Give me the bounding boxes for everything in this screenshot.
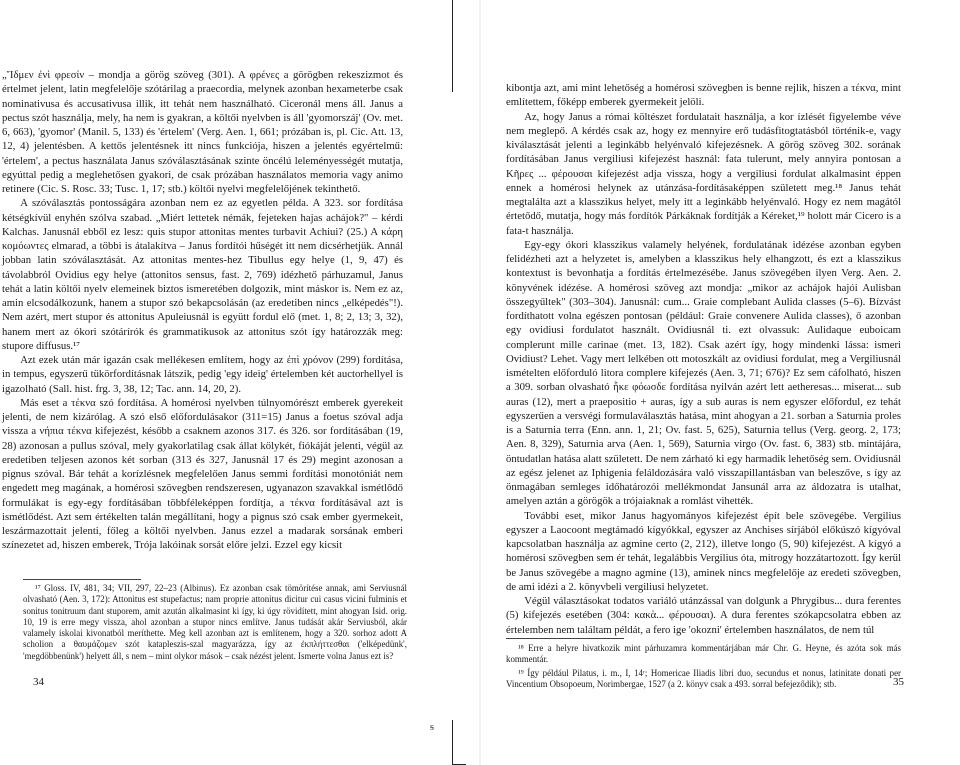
paragraph: Azt ezek után már igazán csak mellékesen említem, hogy az ἐπὶ χρόνον (299) fordítása, in tempus, egyszerű tükörfordításnak látszik, pedig 'egy ideig' értelemben két auctorhellyel is igazolható (Sall. hist. frg. 3, 38, 12; Tac. ann. 14, 20, 2).: [2, 354, 403, 395]
footnote-rule: [506, 638, 624, 639]
paragraph: Végül választásokat todatos variáló utánzással van dolgunk a Phrygibus... dura ferentes (5) kifejezés esetében (304: κακὰ... φέρουσαι). A dura ferentes szókapcsolatra ebben az értelemben nem találtam példát, a fero ige 'okozni' értelemben használatos, de nem túl: [506, 595, 901, 636]
page-number: 35: [893, 676, 904, 688]
paragraph: A szóválasztás pontosságára azonban nem ez az egyetlen példa. A 323. sor fordítása kétségkívül enyhén szólva szabad. „Miért lettetek némák, fejeteken hajas achájok?" – kérdi Kalchas. Janusnál ebből ez lesz: quis stupor attonitas mentes turbavit Achiui? (25.) A κάρη κομόωντες elmarad, a többi is átalakítva – Janus fordítói hűségét itt nem dicsérhetjük. Annál jobban latin szóválasztását. Az attonitas mentes-hez Tibullus egy helye (1, 9, 47) és távolabbról Ovidius egy helye (attonitos sensus, fast. 2, 769) idézhető párhuzamul, Janus tehát a latin költői nyelv elemeinek biztos ismeretében dolgozik, mint máskor is. Nem ez az, amin elcsodálkozunk, hanem a stupor szó bekapcsolásán (az eredetiben nincs „elképedés"!). Nem azért, mert stupor és attonitus Apuleiusnál is együtt fordul elő (met. 1, 8; 2, 13; 3, 32), hanem mert az ókori szótárírók és grammatikusok az attonitus szót így határozzák meg: stupore diffusus.¹⁷: [2, 197, 403, 352]
paragraph: kibontja azt, ami mint lehetőség a homérosi szövegben is benne rejlik, hiszen a τέκνα, mint említettem, főképp emberek gyermekeit jelöli.: [506, 82, 901, 109]
paragraph: További eset, mikor Janus hagyományos kifejezést épít bele szövegébe. Vergilius egyszer a Laocoont megtámadó kígyókkal, egyszer az Anchises sírjából előkúszó kígyóval kapcsolatban használja az agmine certo (2, 212), illetve longo (5, 90) kifejezést. A kígyó a homérosi szövegben sem ér tehát, legalábbis Vergilius óta, mitrogy hozzátartozott. Így kerül be Janus szövegébe a magno agmine (13), aminek nincs megfelelője az eredeti szövegben, de ami idézi a 2. könyvbeli vergiliusi helyzetet.: [506, 509, 901, 593]
ink-mark: ᵴ: [430, 722, 434, 733]
footnote-rule: [23, 579, 141, 580]
paragraph: Más eset a τέκνα szó fordítása. A homérosi nyelvben túlnyomórészt emberek gyerekeit jelenti, de nem kizárólag. A szó első előfordulásakor (311=15) Janus a foetus szóval adja vissza a νήπια τέκνα kifejezést, később a csaknem azonos 317. és 326. sor fordításában (19, 28) azonosan a pullus szóval, mely gyakorlatilag csak állat kölykét, fiókáját jelenti, végül az eredetiben teljesen azonos két sorban (313 és 327, Janusnál 17 és 29) megint azonosan a pignus szóval. Bár tehát a korízlésnek megfelelően Janus semmi fordítási monotóniát nem engedett meg magának, a homérosi szövegben rendszeresen, ugyanazon szavakkal ismétlődő formulákat is egy-egy fordításában többféleképpen fordítja, a τέκνα fordításával azt is ismétlődést. Azt sem értékelten talán megállítani, hogy a pignus szó csak ember gyermekeit, leszármazottait jelenti, főleg a költői nyelvben. Janus ezzel a madarak sorsának emberi színezetet ad, hiszen emberek, Trója lakóinak sorsát előre jelzi. Ezzel egy kicsit: [2, 396, 403, 552]
page-number: 34: [33, 676, 44, 688]
left-footnotes: [23, 583, 407, 664]
paragraph: „Ἴδμεν ἐνὶ φρεσίν – mondja a görög szöveg (301). A φρένες a görögben rekeszizmot és értelmet jelent, latin megfelelője szótárilag a praecordia, melynek azonban hexameterbe csak nominativusa és accusativusa illik, itt tehát nem használható. Ciceronál mens áll. Janus a pectus szót használja, mely, ha nem is gyakran, a költői nyelvben is áll 'gyomorszáj' (Ov. met. 6, 663), 'gyomor' (Manil. 5, 133) és 'értelem' (Verg. Aen. 1, 661; prózában is, pl. Cic. Att. 13, 12, 4) jelentésben. A kettős jelentésnek itt nincs funkciója, hiszen a jelentés egyértelmű: 'értelem', a pectus használata Janus szóválasztásának szinte öncélú leleményességét mutatja, egyúttal pedig a meglehetősen gyakori, de csak prózában használatos memoria vagy animo retinere (Cic. S. Rosc. 33; Tusc. 1, 17; stb.) költői nyelvi megfelelőjének tekinthető.: [2, 69, 403, 195]
paragraph: Egy-egy ókori klasszikus valamely helyének, fordulatának idézése azonban egyben felidézheti azt a helyzetet is, amelyben a klasszikus hely elhangzott, és ezt a klasszikus kontextust is bevonhatja a fordítás értelmezésébe. Janus szövegében ilyen Verg. Aen. 2. könyvének idézése. A homérosi szöveg azt mondja: „mikor az achájok hajói Aulisban összegyűltek" (303–304). Janusnál: cum... Graie complebant Aulida classes (5–6). Bízvást fordíthatott volna egészen pontosan (például: Graie convenere Aulida classes), ő azonban egy ovidiusi fordulatot használt. Ovidiusnál ti. ezt olvassuk: Aulidaque euboicam complerunt mille carinae (met. 13, 182). Csak azért így, hogy mindenki lássa: ismeri Ovidiust? Lehet. Vagy mert lelkében ott motoszkált az ovidiusi fordulat, meg a Vergiliusnál ismételten előforduló litora complere kifejezés (Aen. 3, 71; 676)? Ez sem cáfolható, hiszen a 309. sorban olvasható ἧκε φόωσδε fordítása nyilván azért lett aetheresas... miserat... sub auras (12), mert a praepositio + auras, így a sub auras is nem egyszer előfordul, ez tehát egyszerűen a versvégi formulaválasztás hatása, mint ahogyan a 21. sorban a Saturnia proles is a Saturnia terra (Enn. ann. 1, 21; Ov. fast. 5, 625), Saturnia tellus (Verg. georg. 2, 173; Aen. 8, 329), Saturnia arva (Aen. 1, 569), Saturnia virgo (Ov. fast. 6, 383) stb. mintájára, öntudatlan hatása alatt született. De nem zárható ki egy harmadik lehetőség sem. Ovidiusnál az egész jelenet az Iphigenia feláldozására való visszapillantásban van beleszőve, s így az önmagában semleges időhatározói mellékmondat Jansunál arra az áldozatra is utalhat, amelyen aztán a görögök a trójaiaknak a romlást vihették.: [506, 238, 901, 508]
footnote: ¹⁷ Gloss. IV, 481, 34; VII, 297, 22–23 (Albinus). Ez azonban csak tömörítése annak, ami Serviusnál olvasható (Aen. 3, 172): Attonitus est stupefactus; nam proprie attonitus dicitur cui casus vicini fulminis et sonitus tonitruum dant stuporem, amit azután alkalmasint ki így, ki úgy rövidített, mint ahogyan Isid. orig. 10, 19 is erre megy vissza, ahol azonban a stupor nincs említve. Janus tudását akár Serviusból, akár valamely iskolai kivonatból meríthette. Meg kell azonban azt is említenem, hogy a 320. sorhoz adott A scholion a θαυμάζομεν szót katapleszis-szal magyarázza, így az ἐκπλήττεσθαι ('elképedünk', 'megdöbbenünk') helyett áll, s nem – mint olykor mások – csak nézést jelent. Ismerte volna Janus ezt is?: [23, 583, 407, 661]
footnote: ¹⁹ Így például Pilatus, i. m., I, 14ʳ; Homericae Iliadis libri duo, secundus et nonus, latinitate donati per Vincentium Obsopoeum, Norimbergae, 1527 (a 2. könyv csak a 493. sorral befejeződik); stb.: [506, 667, 901, 689]
footnote: ¹⁸ Erre a helyre hivatkozik mint párhuzamra kommentárjában már Chr. G. Heyne, és azóta sok más kommentár.: [506, 643, 901, 665]
right-body-text: [506, 81, 901, 637]
paragraph: Az, hogy Janus a római költészet fordulatait használja, a kor ízlését figyelembe véve nem meglepő. A kérdés csak az, hogy ez mennyire erő tudásfitogtatásból történik-e, vagy kiválasztását jelenti a leginkább helyénvaló kifejezésnek. A görög szöveg 302. sorának fordításában Janus vergiliusi kifejezést használ: fata tulerunt, mely annyira pontosan a Κῆρες ... φέρουσαι kifejezést adja vissza, hogy a vergiliusi fordulat alkalmasint éppen ennek a homérosi helynek az utánzása-fordításaképpen született meg.¹⁸ Janus tehát megtalálta azt a klasszikus helyet, mely itt a leginkább helyénvaló. Hogy ez nem magától értetődő, mutatja, hogy más fordítók Párkáknak fordítják a Kéreket,¹⁹ holott már Cicero is a fata-t használja.: [506, 110, 901, 237]
right-footnotes: [506, 643, 901, 692]
left-body-text: [2, 68, 403, 553]
